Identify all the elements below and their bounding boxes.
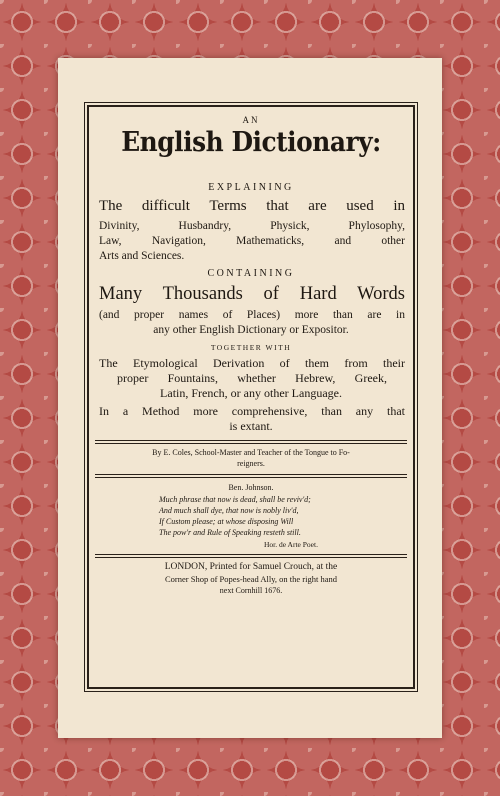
difficult-terms-line: The difficult Terms that are used in (99, 198, 405, 214)
author-line-1: By E. Coles, School-Master and Teacher of the Tongue to Fo- (152, 448, 350, 457)
title-page-paper (58, 58, 442, 738)
together-with-label: TOGETHER WITH (210, 343, 292, 352)
hard-words-line: Many Thousands of Hard Words (99, 284, 405, 304)
method-line-1: In a Method more comprehensive, than any that (99, 404, 405, 418)
rule-above-quote (95, 474, 407, 478)
proper-names-line-1: (and proper names of Places) more than are in (99, 309, 405, 321)
imprint-line-3: next Cornhill 1676. (219, 586, 283, 595)
etymology-line-1: The Etymological Derivation of them from their (99, 356, 405, 370)
imprint-line-1: LONDON, Printed for Samuel Crouch, at the (164, 562, 338, 572)
heading-an: AN (242, 115, 260, 125)
explaining-label: EXPLAINING (208, 182, 294, 193)
author-line-2: reigners. (237, 459, 265, 468)
proper-names-line-2: any other English Dictionary or Expositor. (153, 324, 349, 336)
page-border (84, 102, 418, 692)
method-line-2: is extant. (229, 419, 273, 433)
rule-above-author (95, 440, 407, 444)
quote-line-3: If Custom please; at whose disposing Will (159, 517, 294, 526)
subjects-line-2: Law, Navigation, Mathematicks, and other (99, 235, 405, 247)
subjects-line-3: Arts and Sciences. (99, 250, 185, 262)
etymology-line-2: proper Fountains, whether Hebrew, Greek, (117, 371, 387, 385)
rule-above-imprint (95, 554, 407, 558)
quote-line-1: Much phrase that now is dead, shall be reviv'd; (159, 495, 311, 504)
etymology-line-3: Latin, French, or any other Language. (160, 386, 342, 400)
subjects-line-1: Divinity, Husbandry, Physick, Phylosophy, (99, 220, 405, 232)
quote-line-2: And much shall dye, that now is nobly liv'd, (159, 506, 299, 515)
quote-attribution: Ben. Johnson. (228, 483, 274, 492)
title-page-text (87, 105, 415, 689)
containing-label: CONTAINING (207, 268, 295, 279)
imprint-line-2: Corner Shop of Popes-head Ally, on the right hand (164, 574, 338, 584)
quote-line-4: The pow'r and Rule of Speaking resteth still. (159, 528, 301, 537)
book-title: English Dictionary: (121, 127, 381, 158)
quote-source: Hor. de Arte Poet. (264, 540, 318, 549)
